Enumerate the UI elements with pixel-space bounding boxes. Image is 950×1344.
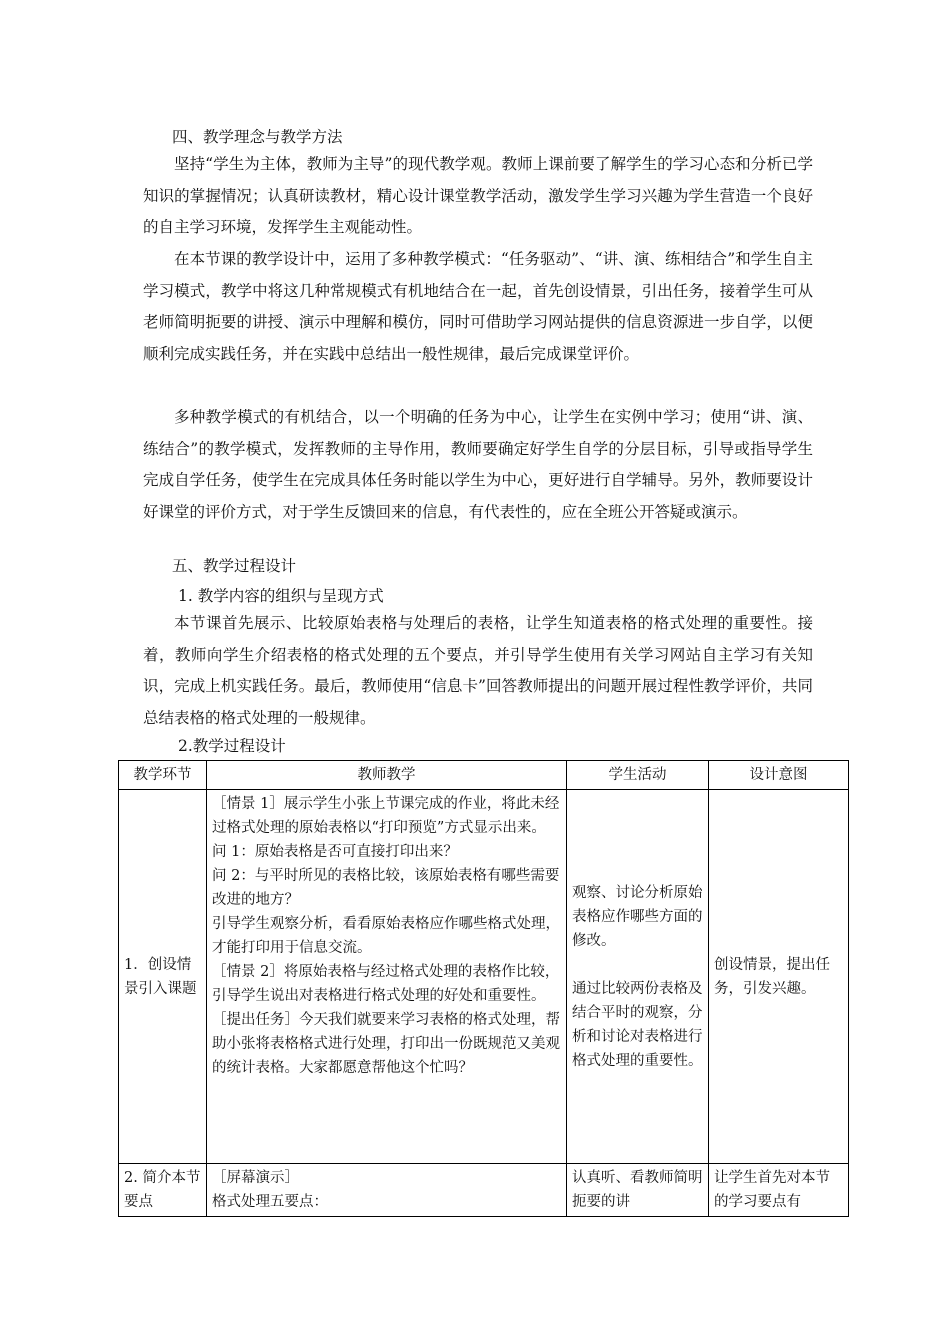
section4-heading: 四、教学理念与教学方法 bbox=[172, 128, 343, 146]
row1-student-line: 观察、讨论分析原始表格应作哪些方面的修改。 bbox=[572, 884, 703, 949]
row2-teacher-line: ［屏幕演示］ bbox=[212, 1170, 299, 1186]
row1-teacher-line: ［情景 2］将原始表格与经过格式处理的表格作比较，引导学生说出对表格进行格式处理的好处和重要性。 bbox=[212, 964, 560, 1004]
section4-paragraph-1: 坚持“学生为主体，教师为主导”的现代教学观。教师上课前要了解学生的学习心态和分析已学知识的掌握情况；认真研读教材，精心设计课堂教学活动，激发学生学习兴趣为学生营造一个良好的自主学习环境，发挥学生主观能动性。 bbox=[143, 155, 813, 237]
section5-subheading-2: 2.教学过程设计 bbox=[178, 737, 286, 755]
section5-subheading-1: 1. 教学内容的组织与呈现方式 bbox=[178, 587, 384, 605]
row2-student: 认真听、看教师简明扼要的讲 bbox=[567, 1164, 709, 1217]
row1-teacher-line: 引导学生观察分析，看看原始表格应作哪些格式处理，才能打印用于信息交流。 bbox=[212, 916, 560, 956]
section5-heading: 五、教学过程设计 bbox=[172, 557, 297, 575]
header-stage: 教学环节 bbox=[119, 761, 207, 790]
row2-teacher bbox=[207, 1164, 567, 1217]
row2-teacher-line: 格式处理五要点： bbox=[212, 1194, 328, 1210]
row1-teacher-line: ［提出任务］今天我们就要来学习表格的格式处理，帮助小张将表格格式进行处理，打印出一份既规范又美观的统计表格。大家都愿意帮他这个忙吗？ bbox=[212, 1012, 560, 1076]
row1-teacher bbox=[207, 790, 567, 1164]
section5-paragraph-1: 本节课首先展示、比较原始表格与处理后的表格，让学生知道表格的格式处理的重要性。接着，教师向学生介绍表格的格式处理的五个要点，并引导学生使用有关学习网站自主学习有关知识，完成上机实践任务。最后，教师使用“信息卡”回答教师提出的问题开展过程性教学评价，共同总结表格的格式处理的一般规律。 bbox=[143, 614, 813, 728]
row1-teacher-line: 问 1：原始表格是否可直接打印出来？ bbox=[212, 844, 458, 860]
row1-intent: 创设情景，提出任务，引发兴趣。 bbox=[709, 790, 849, 1164]
header-intent: 设计意图 bbox=[709, 761, 849, 790]
row1-teacher-line: 问 2：与平时所见的表格比较，该原始表格有哪些需要改进的地方？ bbox=[212, 868, 560, 908]
header-student: 学生活动 bbox=[567, 761, 709, 790]
table-row bbox=[119, 1164, 849, 1217]
row2-intent: 让学生首先对本节的学习要点有 bbox=[709, 1164, 849, 1217]
table-row bbox=[119, 790, 849, 1164]
section4-paragraph-3: 多种教学模式的有机结合，以一个明确的任务为中心，让学生在实例中学习；使用“讲、演、练结合”的教学模式，发挥教师的主导作用，教师要确定好学生自学的分层目标，引导或指导学生完成自学任务，使学生在完成具体任务时能以学生为中心，更好进行自学辅导。另外，教师要设计好课堂的评价方式，对于学生反馈回来的信息，有代表性的，应在全班公开答疑或演示。 bbox=[143, 408, 813, 522]
row2-stage: 2. 简介本节要点 bbox=[119, 1164, 207, 1217]
section4-paragraph-2: 在本节课的教学设计中，运用了多种教学模式：“任务驱动”、“讲、演、练相结合”和学生自主学习模式，教学中将这几种常规模式有机地结合在一起，首先创设情景，引出任务，接着学生可从老师简明扼要的讲授、演示中理解和模仿，同时可借助学习网站提供的信息资源进一步自学，以便顺利完成实践任务，并在实践中总结出一般性规律，最后完成课堂评价。 bbox=[143, 250, 813, 364]
table-header-row bbox=[119, 761, 849, 790]
row1-stage: 1．创设情景引入课题 bbox=[119, 790, 207, 1164]
row1-student bbox=[567, 790, 709, 1164]
process-design-table bbox=[118, 760, 849, 1217]
header-teacher: 教师教学 bbox=[207, 761, 567, 790]
row1-teacher-line: ［情景 1］展示学生小张上节课完成的作业，将此未经过格式处理的原始表格以“打印预览”方式显示出来。 bbox=[212, 796, 560, 836]
row1-student-line: 通过比较两份表格及结合平时的观察，分析和讨论对表格进行格式处理的重要性。 bbox=[572, 980, 703, 1069]
